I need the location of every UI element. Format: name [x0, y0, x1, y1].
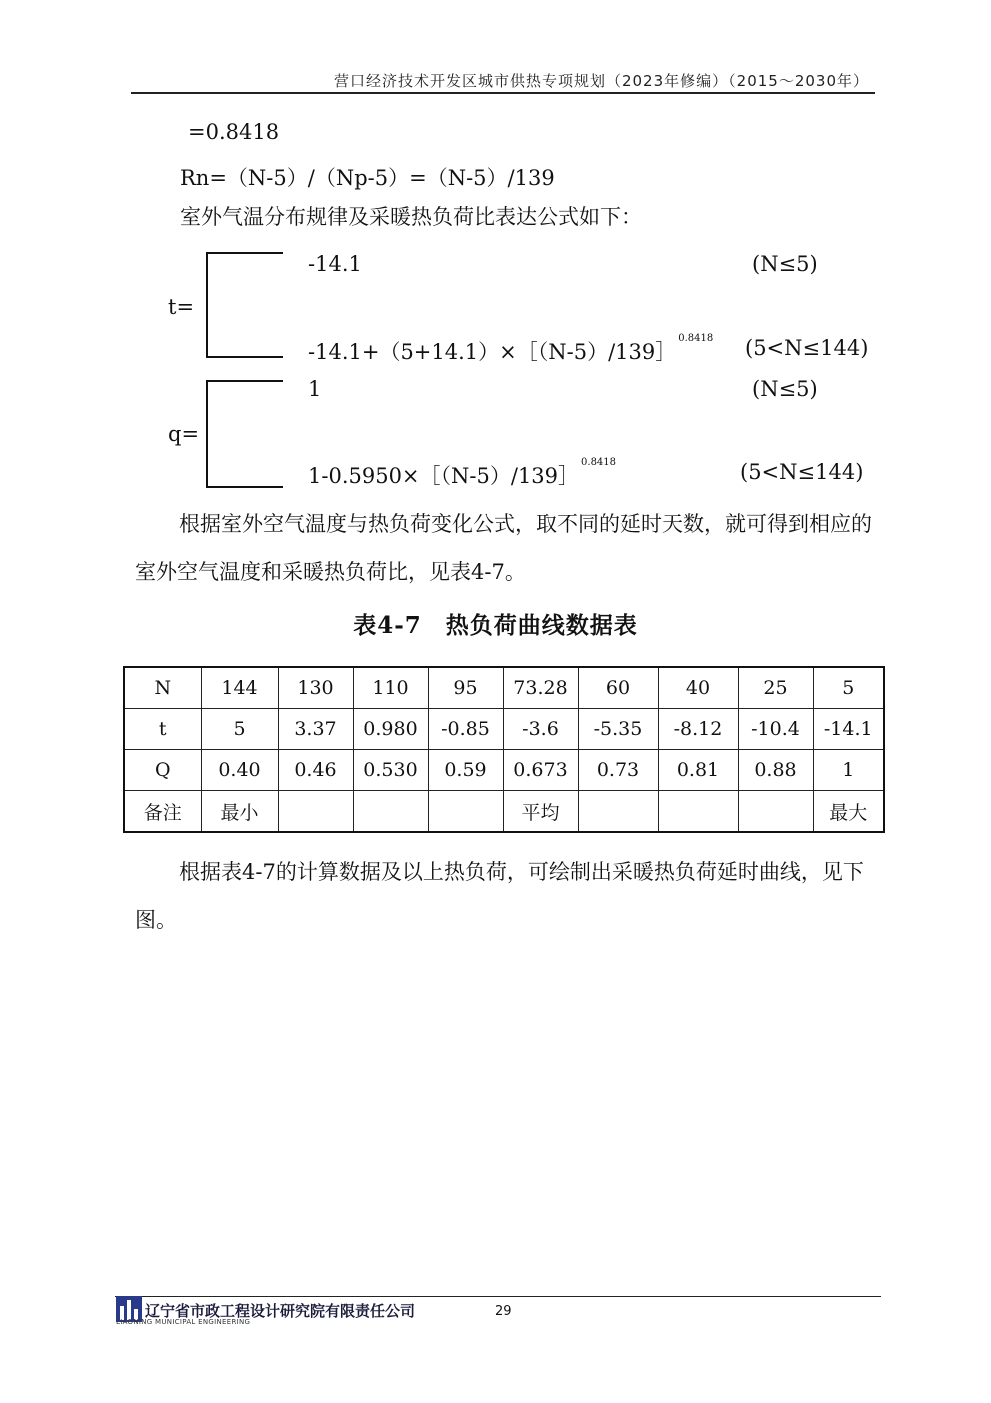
t-bracket — [206, 252, 283, 358]
table-cell: 130 — [278, 667, 353, 709]
t-case1-cond: (N≤5) — [752, 252, 818, 276]
t-case1-expr: -14.1 — [308, 252, 362, 276]
q-case2-cond: (5<N≤144) — [740, 460, 864, 484]
table-cell: -0.85 — [428, 709, 503, 750]
table-row-header: N — [124, 667, 201, 709]
table-cell: -3.6 — [503, 709, 578, 750]
table-cell: 0.73 — [578, 750, 658, 791]
table-cell: 5 — [201, 709, 278, 750]
q-case1-cond: (N≤5) — [752, 377, 818, 401]
footer-rule — [115, 1296, 881, 1297]
t-label: t= — [168, 295, 195, 319]
q-bracket — [206, 380, 283, 488]
table-caption: 表4-7 热负荷曲线数据表 — [353, 612, 638, 639]
table-cell: -8.12 — [658, 709, 738, 750]
paragraph-1: 根据室外空气温度与热负荷变化公式，取不同的延时天数，就可得到相应的室外空气温度和采暖热负荷比，见表4-7。 — [135, 512, 872, 584]
table-row — [124, 750, 884, 791]
formula-line-2: Rn=（N-5）/（Np-5）=（N-5）/139 — [180, 166, 555, 190]
table-cell: 0.530 — [353, 750, 428, 791]
table-cell: -5.35 — [578, 709, 658, 750]
footer-company-name: 辽宁省市政工程设计研究院有限责任公司 — [145, 1302, 416, 1320]
table-row-header: Q — [124, 750, 201, 791]
table-cell: 144 — [201, 667, 278, 709]
table-cell: 73.28 — [503, 667, 578, 709]
formula-line-1: =0.8418 — [188, 120, 280, 144]
paragraph-2: 根据表4-7的计算数据及以上热负荷，可绘制出采暖热负荷延时曲线，见下图。 — [135, 860, 864, 932]
table-cell: 0.88 — [738, 750, 813, 791]
table-cell — [738, 791, 813, 833]
table-cell — [353, 791, 428, 833]
table-row — [124, 791, 884, 833]
t-case2-cond: (5<N≤144) — [745, 336, 869, 360]
table-row — [124, 709, 884, 750]
q-case2 — [308, 457, 617, 490]
table-cell — [578, 791, 658, 833]
table-row-header: 备注 — [124, 791, 201, 833]
table-cell — [658, 791, 738, 833]
header-rule — [131, 92, 875, 94]
footer-company-name-en: LIAONING MUNICIPAL ENGINEERING — [116, 1318, 251, 1326]
table-cell: 40 — [658, 667, 738, 709]
table-cell: 0.59 — [428, 750, 503, 791]
t-case2-exponent: 0.8418 — [678, 333, 714, 344]
q-case1-expr: 1 — [308, 377, 322, 401]
q-case2-exponent: 0.8418 — [581, 457, 617, 468]
table-cell: 110 — [353, 667, 428, 709]
q-case2-expr: 1-0.5950×［（N-5）/139］ — [308, 464, 580, 488]
table-cell: 0.46 — [278, 750, 353, 791]
table-cell: -10.4 — [738, 709, 813, 750]
page-header-title: 营口经济技术开发区城市供热专项规划（2023年修编）（2015～2030年） — [333, 72, 869, 90]
table-cell — [428, 791, 503, 833]
heat-load-table — [123, 666, 885, 833]
table-cell: 最小 — [201, 791, 278, 833]
table-cell: 0.980 — [353, 709, 428, 750]
table-cell — [278, 791, 353, 833]
t-case2-expr: -14.1+（5+14.1）×［（N-5）/139］ — [308, 340, 677, 364]
table-cell: 60 — [578, 667, 658, 709]
table-cell: 0.40 — [201, 750, 278, 791]
table-cell: 平均 — [503, 791, 578, 833]
table-cell: 95 — [428, 667, 503, 709]
table-cell: 最大 — [813, 791, 884, 833]
table-cell: 0.81 — [658, 750, 738, 791]
t-case2 — [308, 333, 714, 366]
table-cell: 1 — [813, 750, 884, 791]
table-cell: 5 — [813, 667, 884, 709]
table-cell: 3.37 — [278, 709, 353, 750]
page-number: 29 — [495, 1304, 512, 1319]
formula-intro: 室外气温分布规律及采暖热负荷比表达公式如下： — [180, 205, 642, 229]
table-cell: -14.1 — [813, 709, 884, 750]
q-label: q= — [168, 422, 200, 446]
table-row-header: t — [124, 709, 201, 750]
table-row — [124, 667, 884, 709]
table-cell: 0.673 — [503, 750, 578, 791]
table-cell: 25 — [738, 667, 813, 709]
